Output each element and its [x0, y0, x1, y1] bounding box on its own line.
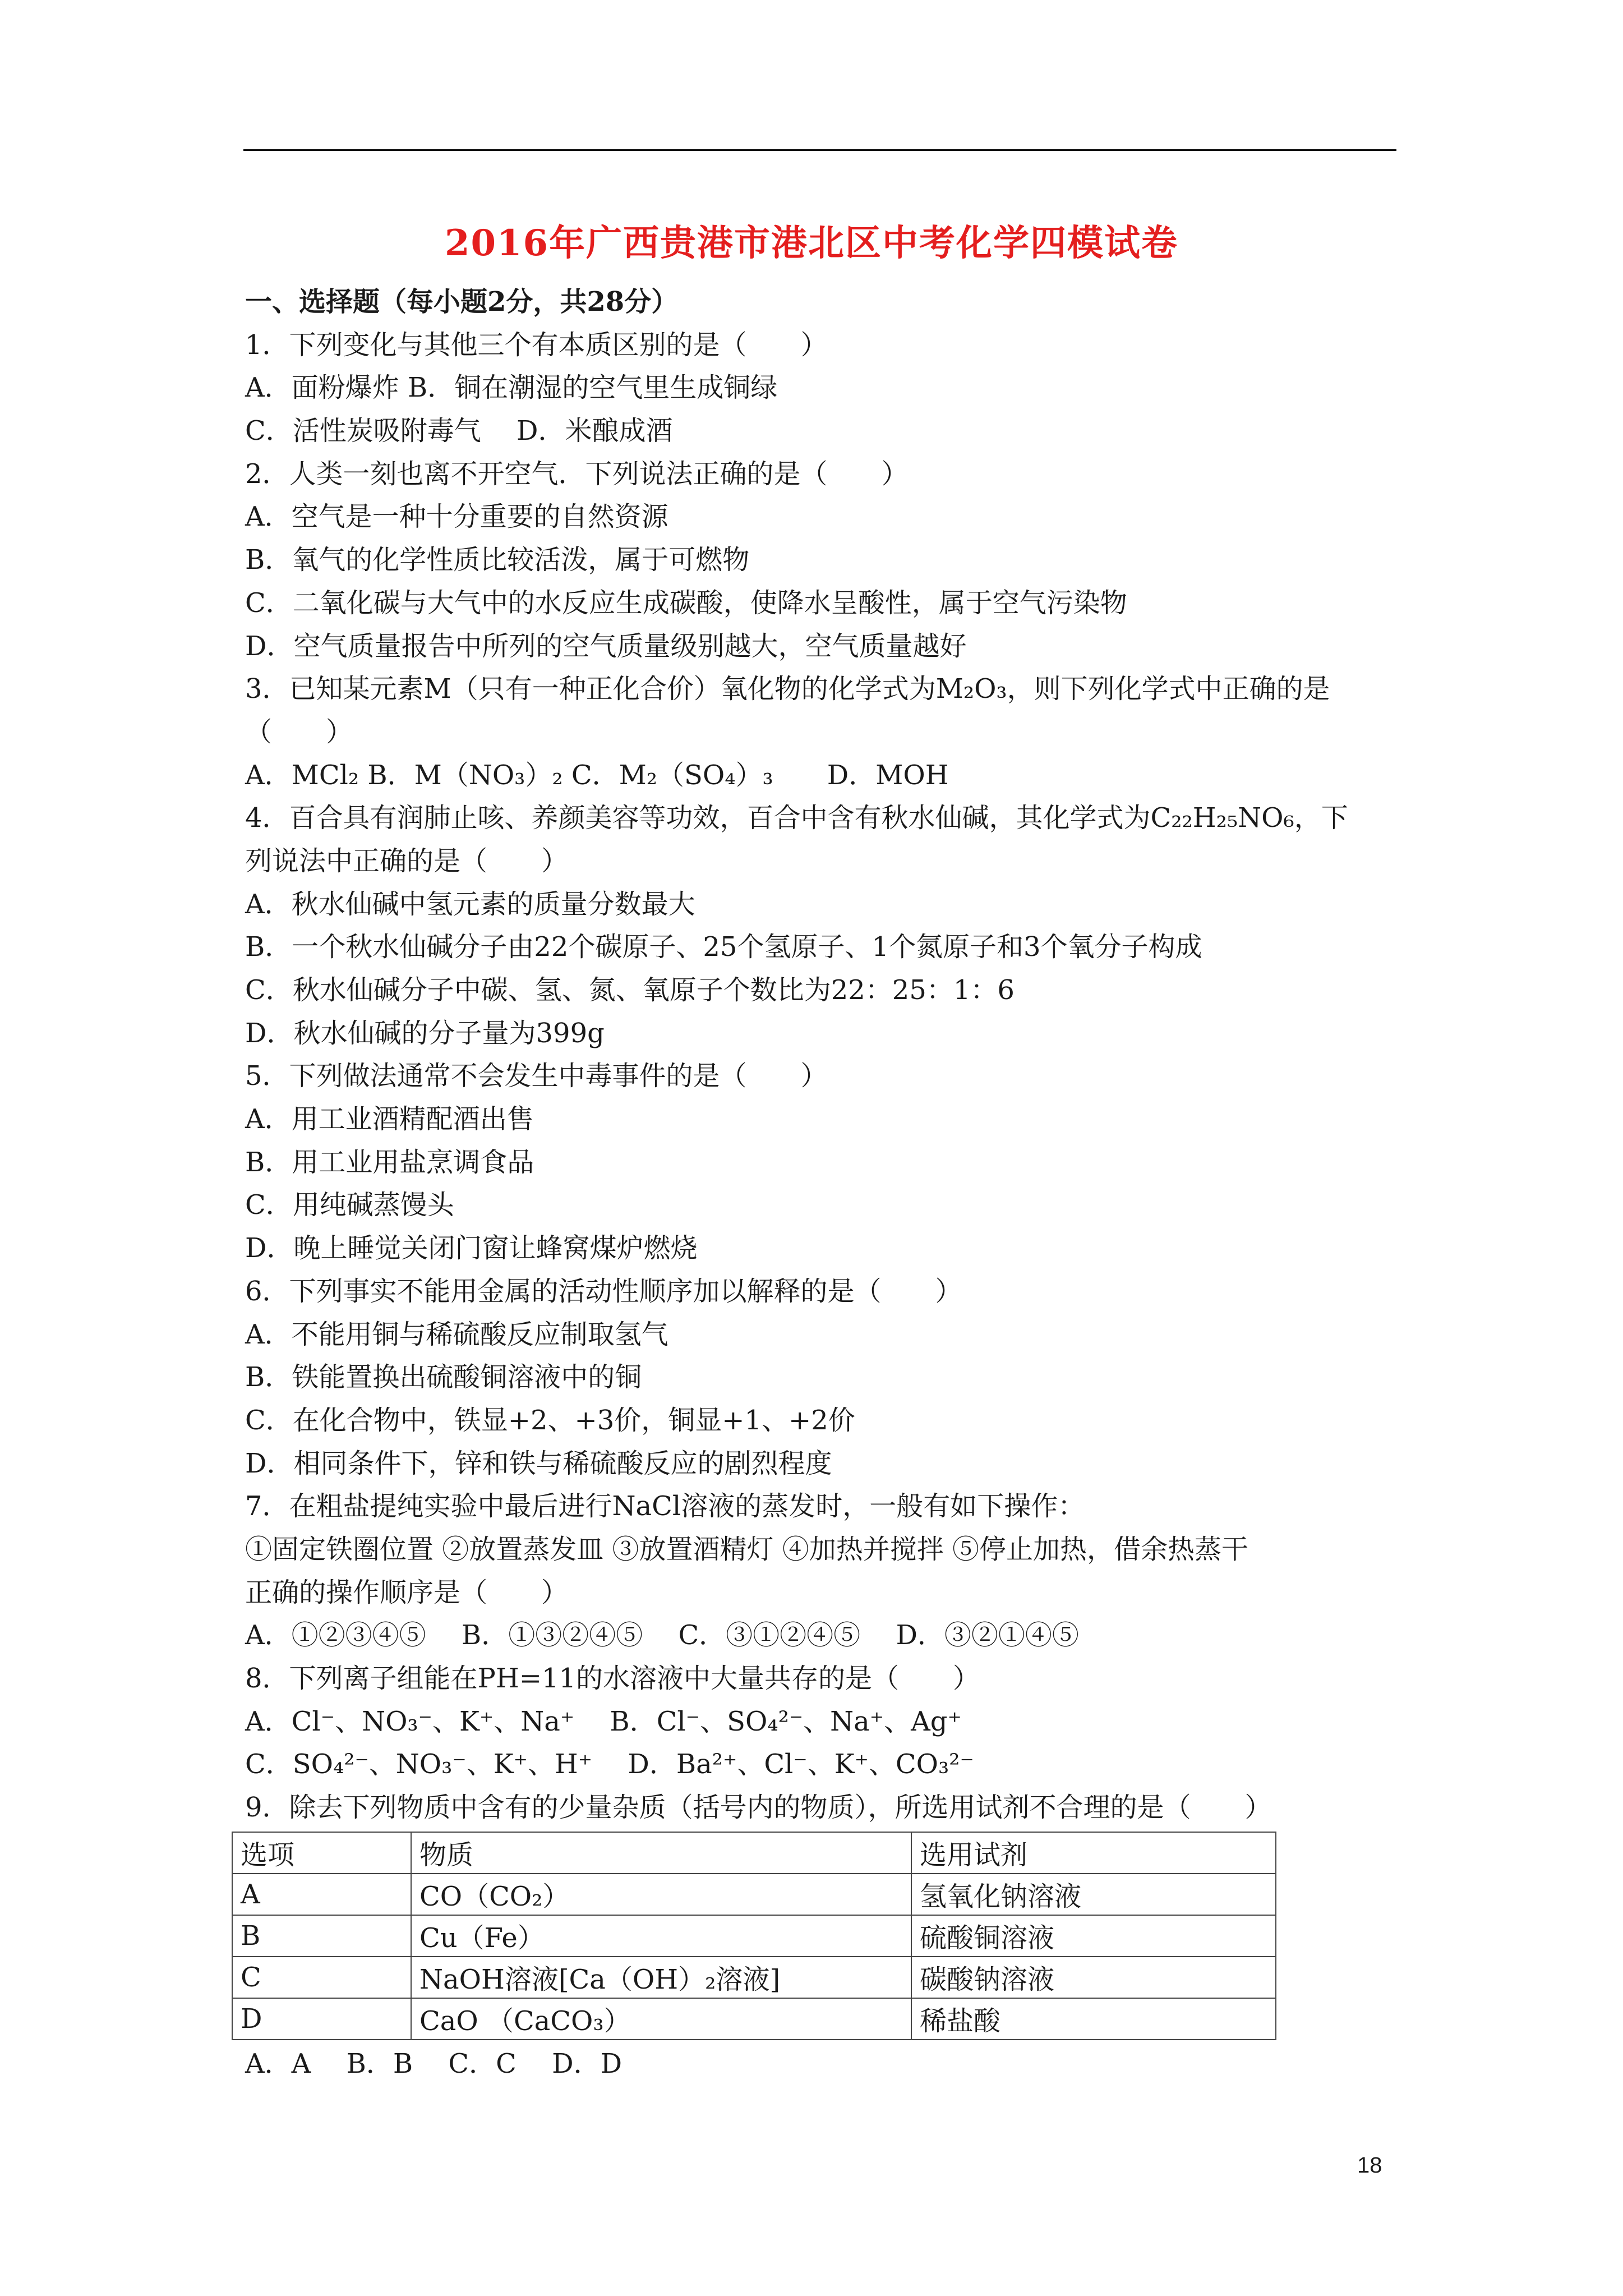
question-8: 8．下列离子组能在PH=11的水溶液中大量共存的是（ ） [245, 1663, 980, 1694]
table-cell: 稀盐酸 [911, 1998, 1276, 2040]
table-cell: C [232, 1957, 411, 1998]
question-2: 2．人类一刻也离不开空气．下列说法正确的是（ ） [245, 458, 909, 490]
q5-option-b: B．用工业用盐烹调食品 [245, 1146, 534, 1178]
table-header-cell: 选用试剂 [911, 1832, 1276, 1874]
q2-option-d: D．空气质量报告中所列的空气质量级别越大，空气质量越好 [245, 630, 967, 662]
q6-option-d: D．相同条件下，锌和铁与稀硫酸反应的剧烈程度 [245, 1447, 832, 1479]
q6-option-b: B．铁能置换出硫酸铜溶液中的铜 [245, 1361, 642, 1393]
table-row [232, 1874, 1276, 1915]
table-row [232, 1998, 1276, 2040]
q2-option-a: A．空气是一种十分重要的自然资源 [245, 501, 668, 533]
table-cell: NaOH溶液[Ca（OH）₂溶液] [411, 1957, 911, 1998]
q4-option-d: D．秋水仙碱的分子量为399g [245, 1017, 605, 1049]
q4-option-c: C．秋水仙碱分子中碳、氢、氮、氧原子个数比为22：25：1：6 [245, 974, 1015, 1006]
q3-options: A．MCl₂ B．M（NO₃）₂ C．M₂（SO₄）₃ D．MOH [245, 759, 949, 791]
q7-prompt: 正确的操作顺序是（ ） [245, 1576, 569, 1608]
q8-options-cd: C．SO₄²⁻、NO₃⁻、K⁺、H⁺ D．Ba²⁺、Cl⁻、K⁺、CO₃²⁻ [245, 1749, 974, 1780]
question-1: 1．下列变化与其他三个有本质区别的是（ ） [245, 329, 828, 361]
q6-option-c: C．在化合物中，铁显+2、+3价，铜显+1、+2价 [245, 1404, 855, 1436]
table-cell: CaO （CaCO₃） [411, 1998, 911, 2040]
table-row [232, 1957, 1276, 1998]
q4-option-b: B．一个秋水仙碱分子由22个碳原子、25个氢原子、1个氮原子和3个氧分子构成 [245, 931, 1202, 963]
question-4-cont: 列说法中正确的是（ ） [245, 845, 569, 877]
q9-table [232, 1832, 1276, 2040]
table-cell: D [232, 1998, 411, 2040]
q5-option-a: A．用工业酒精配酒出售 [245, 1103, 534, 1135]
section-heading: 一、选择题（每小题2分，共28分） [245, 286, 679, 318]
table-cell: 碳酸钠溶液 [911, 1957, 1276, 1998]
q1-options-ab: A．面粉爆炸 B．铜在潮湿的空气里生成铜绿 [245, 372, 778, 404]
question-4: 4．百合具有润肺止咳、养颜美容等功效，百合中含有秋水仙碱，其化学式为C₂₂H₂₅NO₆，下 [245, 802, 1348, 834]
table-cell: CO（CO₂） [411, 1874, 911, 1915]
q7-steps: ①固定铁圈位置 ②放置蒸发皿 ③放置酒精灯 ④加热并搅拌 ⑤停止加热，借余热蒸干 [245, 1533, 1249, 1565]
question-6: 6．下列事实不能用金属的活动性顺序加以解释的是（ ） [245, 1275, 962, 1307]
table-cell: A [232, 1874, 411, 1915]
page-title: 2016年广西贵港市港北区中考化学四模试卷 [444, 222, 1179, 264]
q5-option-c: C．用纯碱蒸馒头 [245, 1189, 454, 1221]
q1-options-cd: C．活性炭吸附毒气 D．米酿成酒 [245, 415, 673, 447]
question-3-cont: （ ） [245, 716, 353, 748]
table-header-cell: 选项 [232, 1832, 411, 1874]
q8-options-ab: A．Cl⁻、NO₃⁻、K⁺、Na⁺ B．Cl⁻、SO₄²⁻、Na⁺、Ag⁺ [245, 1705, 962, 1737]
question-9: 9．除去下列物质中含有的少量杂质（括号内的物质），所选用试剂不合理的是（ ） [245, 1792, 1272, 1824]
table-cell: 硫酸铜溶液 [911, 1915, 1276, 1957]
question-5: 5．下列做法通常不会发生中毒事件的是（ ） [245, 1060, 828, 1092]
table-header-row [232, 1832, 1276, 1874]
q9-options: A．A B．B C．C D．D [245, 2047, 623, 2079]
q7-options: A．①②③④⑤ B．①③②④⑤ C．③①②④⑤ D．③②①④⑤ [245, 1619, 1079, 1651]
table-cell: B [232, 1915, 411, 1957]
exam-content [241, 280, 1400, 2085]
page-number: 18 [1357, 2153, 1382, 2178]
q2-option-b: B．氧气的化学性质比较活泼，属于可燃物 [245, 544, 750, 576]
q5-option-d: D．晚上睡觉关闭门窗让蜂窝煤炉燃烧 [245, 1232, 698, 1264]
header-rule [243, 149, 1396, 151]
question-3: 3．已知某元素M（只有一种正化合价）氧化物的化学式为M₂O₃，则下列化学式中正确的是 [245, 673, 1330, 705]
table-cell: Cu（Fe） [411, 1915, 911, 1957]
table-header-cell: 物质 [411, 1832, 911, 1874]
q6-option-a: A．不能用铜与稀硫酸反应制取氢气 [245, 1318, 668, 1350]
question-7: 7．在粗盐提纯实验中最后进行NaCl溶液的蒸发时，一般有如下操作： [245, 1490, 1085, 1522]
table-cell: 氢氧化钠溶液 [911, 1874, 1276, 1915]
table-row [232, 1915, 1276, 1957]
q2-option-c: C．二氧化碳与大气中的水反应生成碳酸，使降水呈酸性，属于空气污染物 [245, 587, 1127, 619]
q4-option-a: A．秋水仙碱中氢元素的质量分数最大 [245, 888, 695, 920]
